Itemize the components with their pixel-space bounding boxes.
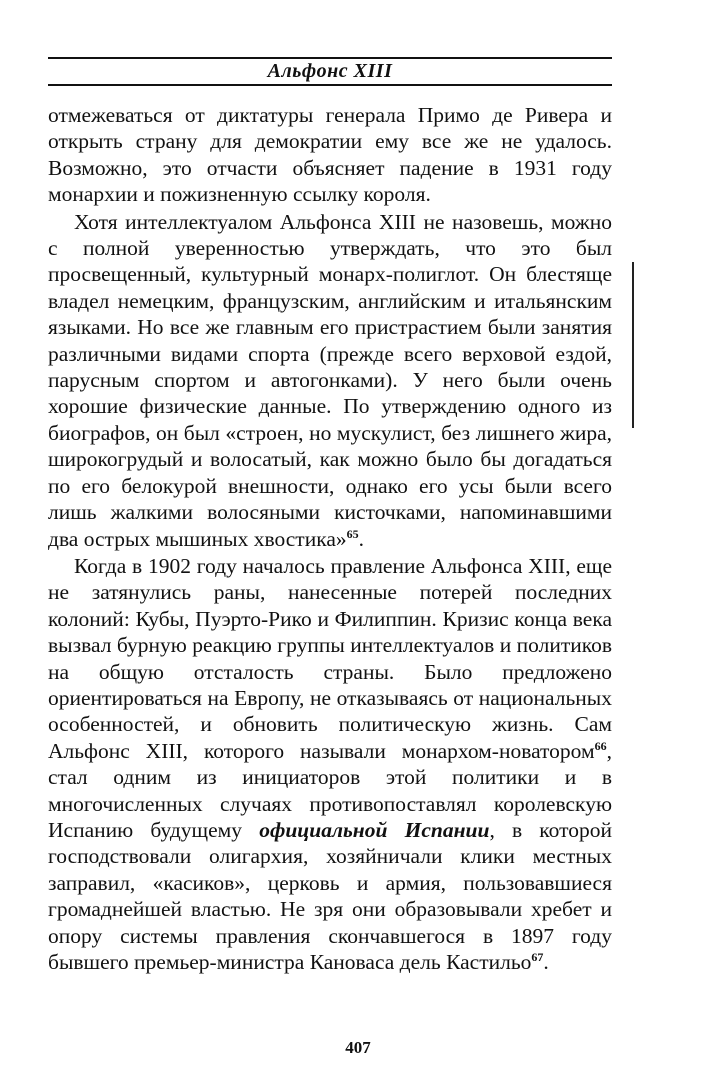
text-segment: Когда в 1902 году началось правление Альфонса XIII, еще не затянулись раны, нанесенные потерей последних колоний: Кубы, Пуэрто-Рико и Филиппин. Кризис конца века вызвал бурную реакцию группы интеллектуалов и политиков на общую отсталость страны. Было предложено ориентироваться на Европу, не отказываясь от национальных особенностей, и обновить политическую жизнь. Сам Альфонс XIII, которого называли монархом-новатором bbox=[48, 553, 612, 763]
text-segment: , в которой господствовали олигархия, хозяйничали клики местных заправил, «касиков», церковь и армия, пользовавшиеся громаднейшей властью. Не зря они образовывали хребет и опору системы правления скончавшегося в 1897 году бывшего премьер-министра Кановаса дель Кастильо bbox=[48, 817, 612, 974]
text-segment: , стал одним из инициаторов этой политики и в многочисленных случаях противопоставлял королевскую Испанию будущему bbox=[48, 738, 612, 842]
page-number: 407 bbox=[345, 1038, 371, 1057]
header-rule-bottom bbox=[48, 84, 612, 86]
margin-mark-line bbox=[632, 262, 634, 428]
paragraph bbox=[48, 209, 612, 552]
emphasized-text: официальной Испании bbox=[259, 817, 490, 842]
text-segment: . bbox=[358, 526, 364, 551]
body-text bbox=[48, 102, 612, 975]
paragraph bbox=[48, 553, 612, 976]
text-segment: Хотя интеллектуалом Альфонса XIII не назовешь, можно с полной уверенностью утверждать, что это был просвещенный, культурный монарх-полиглот. Он блестяще владел немецким, французским, английским и итальянским языками. Но все же главным его пристрастием были занятия различными видами спорта (прежде всего верховой ездой, парусным спортом и автогонками). У него были очень хорошие физические данные. По утверждению одного из биографов, он был «строен, но мускулист, без лишнего жира, широкогрудый и волосатый, как можно было бы догадаться по его белокурой внешности, однако его усы были всего лишь жалкими волосяными кисточками, напоминавшими два острых мышиных хвостика» bbox=[48, 209, 612, 551]
running-head: Альфонс XIII bbox=[267, 60, 393, 82]
footnote-ref: 67 bbox=[531, 949, 544, 964]
text-segment: отмежеваться от диктатуры генерала Примо де Ривера и открыть страну для демократии ему все же не удалось. Возможно, это отчасти объясняет падение в 1931 году монархии и пожизненную ссылку короля. bbox=[48, 103, 612, 207]
text-segment: . bbox=[543, 950, 549, 974]
footnote-ref: 66 bbox=[594, 738, 607, 753]
footnote-ref: 65 bbox=[346, 526, 359, 541]
paragraph bbox=[48, 102, 612, 208]
